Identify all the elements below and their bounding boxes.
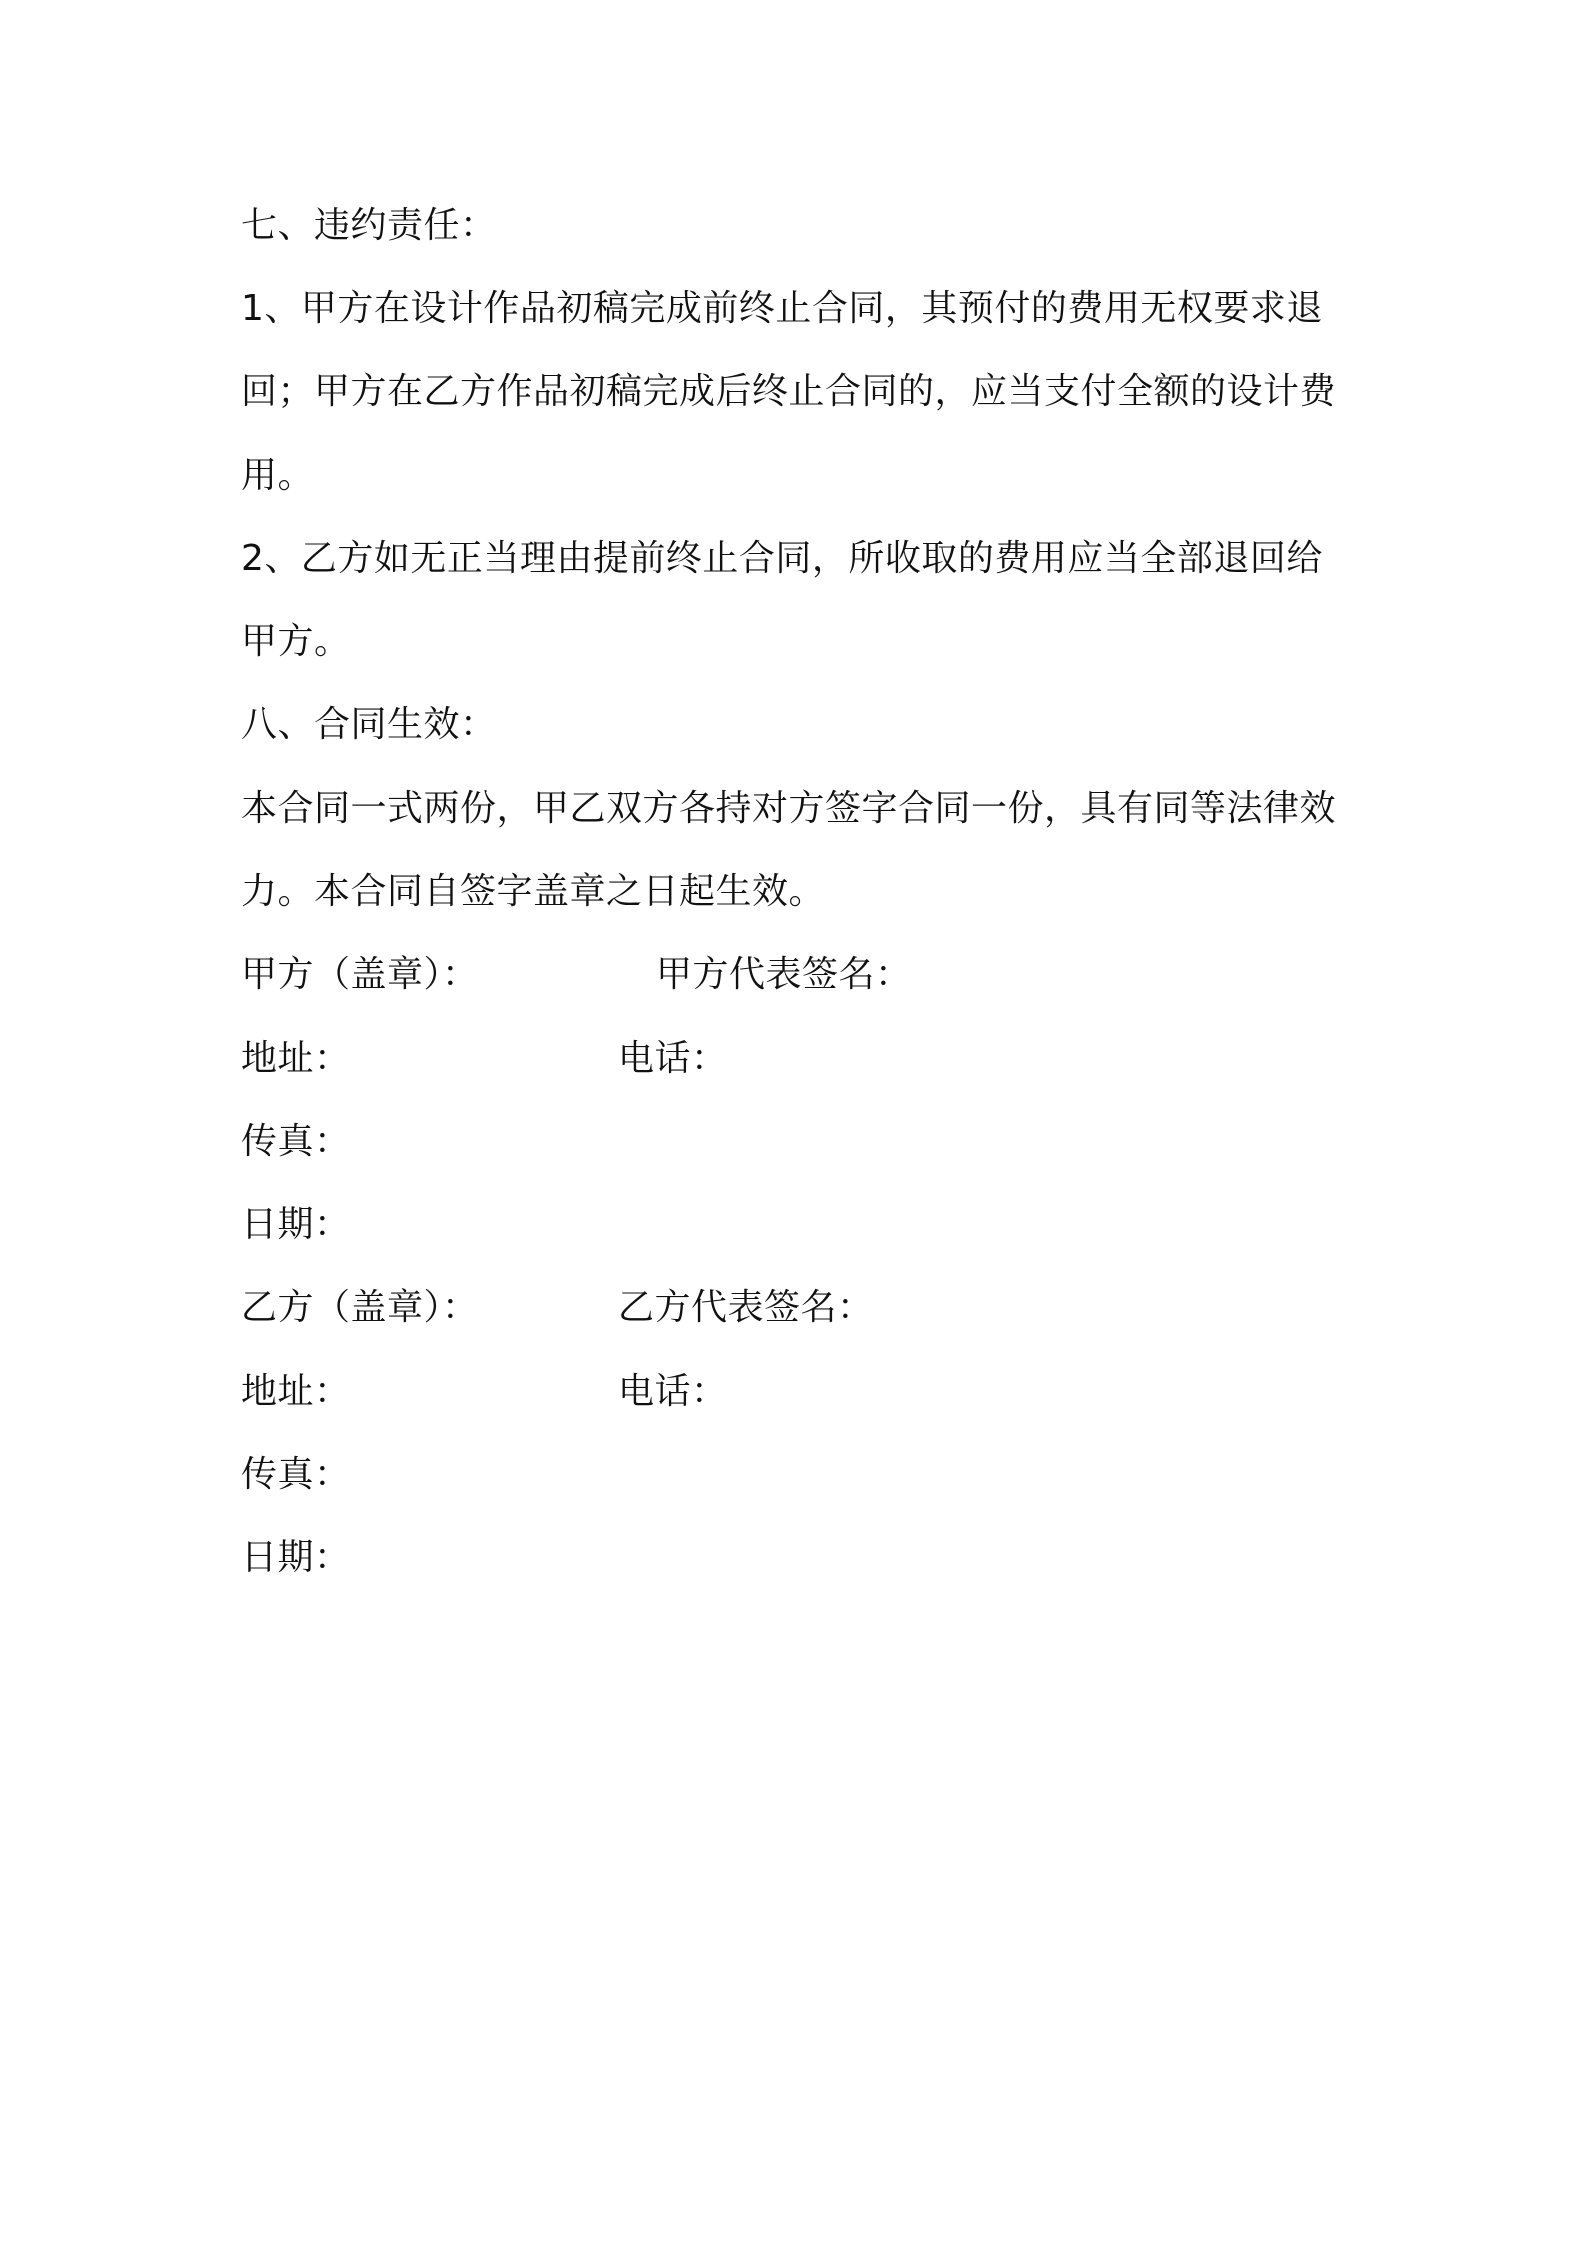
party-b-fax-label: 传真： [241, 1454, 351, 1495]
party-a-fax-label: 传真： [241, 1121, 351, 1162]
party-b-phone-label: 电话： [618, 1371, 728, 1412]
party-b-rep-signature-label: 乙方代表签名： [618, 1287, 874, 1328]
section-7-heading: 七、违约责任： [241, 205, 497, 246]
section-8-heading: 八、合同生效： [241, 704, 497, 745]
section-8-body-line-1: 本合同一式两份，甲乙双方各持对方签字合同一份，具有同等法律效 [241, 788, 1337, 829]
clause-7-1-line-2: 回；甲方在乙方作品初稿完成后终止合同的，应当支付全额的设计费 [241, 371, 1337, 412]
section-8-body-line-2: 力。本合同自签字盖章之日起生效。 [241, 871, 826, 912]
party-a-address-label: 地址： [241, 1038, 351, 1079]
party-b-address-label: 地址： [241, 1371, 351, 1412]
party-a-seal-label: 甲方（盖章）： [241, 954, 479, 995]
party-a-phone-label: 电话： [618, 1038, 728, 1079]
clause-7-2-line-2: 甲方。 [241, 621, 351, 662]
party-a-date-label: 日期： [241, 1204, 351, 1245]
clause-7-1-line-3: 用。 [241, 455, 315, 496]
party-b-seal-label: 乙方（盖章）： [241, 1287, 479, 1328]
party-a-rep-signature-label: 甲方代表签名： [656, 954, 912, 995]
clause-7-2-line-1: 2、乙方如无正当理由提前终止合同，所收取的费用应当全部退回给 [241, 538, 1323, 579]
clause-7-1-line-1: 1、甲方在设计作品初稿完成前终止合同，其预付的费用无权要求退 [241, 288, 1323, 329]
party-b-date-label: 日期： [241, 1537, 351, 1578]
